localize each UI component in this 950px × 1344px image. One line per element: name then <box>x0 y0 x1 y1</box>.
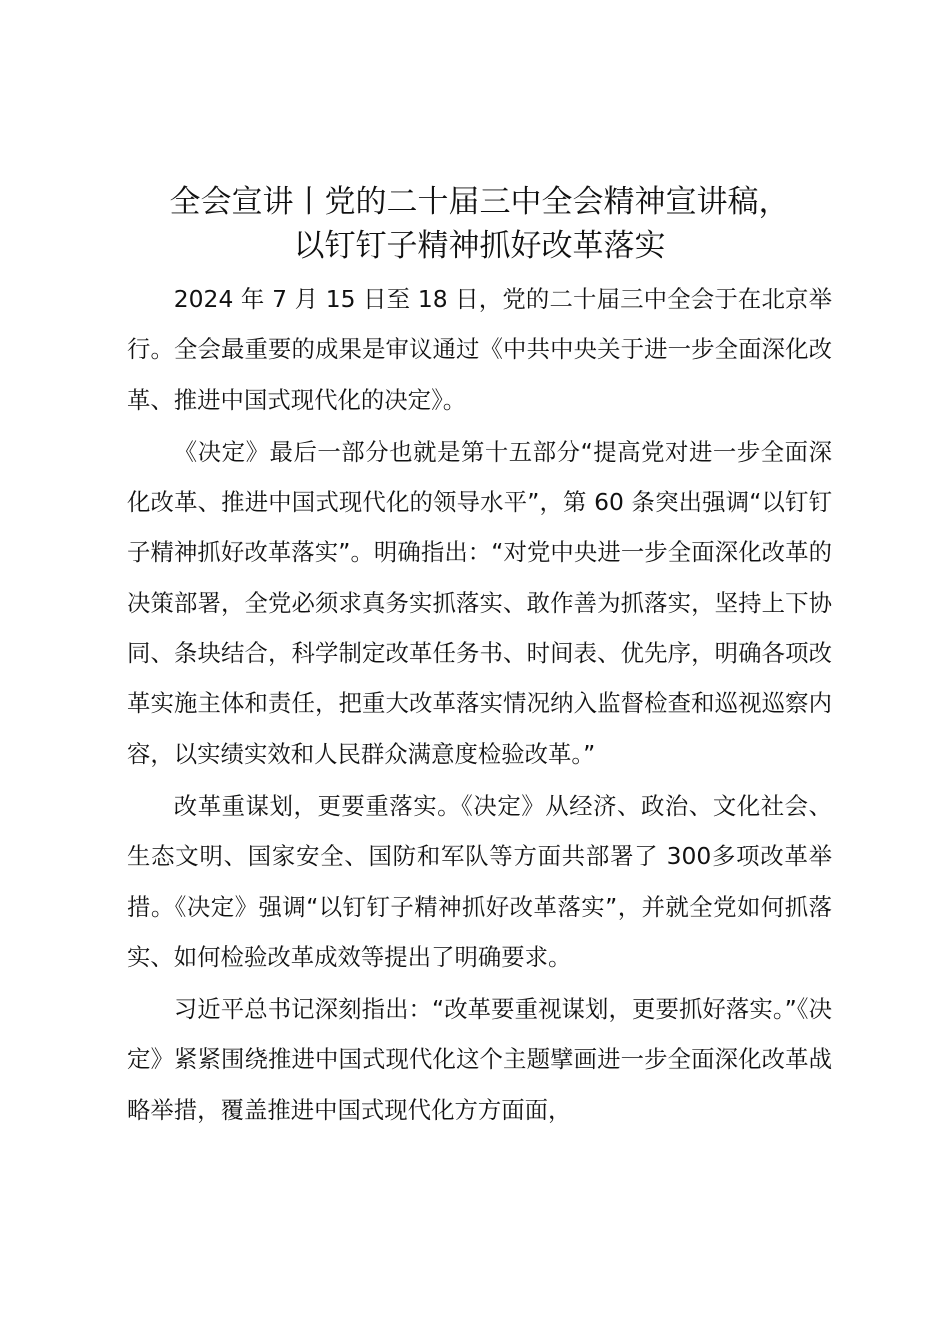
paragraph-3: 改革重谋划，更要重落实。《决定》从经济、政治、文化社会、生态文明、国家安全、国防和军队等方面共部署了 300多项改革举措。《决定》强调“以钉钉子精神抓好改革落实”，并就全党如何抓落实、如何检验改革成效等提出了明确要求。 <box>127 791 832 971</box>
paragraph-4: 习近平总书记深刻指出：“改革要重视谋划，更要抓好落实。”《决定》紧紧围绕推进中国式现代化这个主题擘画进一步全面深化改革战略举措，覆盖推进中国式现代化方方面面， <box>127 995 832 1124</box>
paragraph-2: 《决定》最后一部分也就是第十五部分“提高党对进一步全面深化改革、推进中国式现代化的领导水平”，第 60 条突出强调“以钉钉子精神抓好改革落实”。明确指出：“对党中央进一步全面深化改革的决策部署，全党必须求真务实抓落实、敢作善为抓落实，坚持上下协同、条块结合，科学制定改革任务书、时间表、优先序，明确各项改革实施主体和责任，把重大改革落实情况纳入监督检查和巡视巡察内容，以实绩实效和人民群众满意度检验改革。” <box>127 437 832 768</box>
document-page <box>127 180 832 1137</box>
document-title <box>127 180 832 268</box>
title-line-1: 全会宣讲丨党的二十届三中全会精神宣讲稿， <box>169 184 790 220</box>
document-body <box>127 274 832 1135</box>
title-line-2: 以钉钉子精神抓好改革落实 <box>293 228 666 264</box>
paragraph-1: 2024 年 7 月 15 日至 18 日，党的二十届三中全会于在北京举行。全会最重要的成果是审议通过《中共中央关于进一步全面深化改革、推进中国式现代化的决定》。 <box>127 285 832 414</box>
